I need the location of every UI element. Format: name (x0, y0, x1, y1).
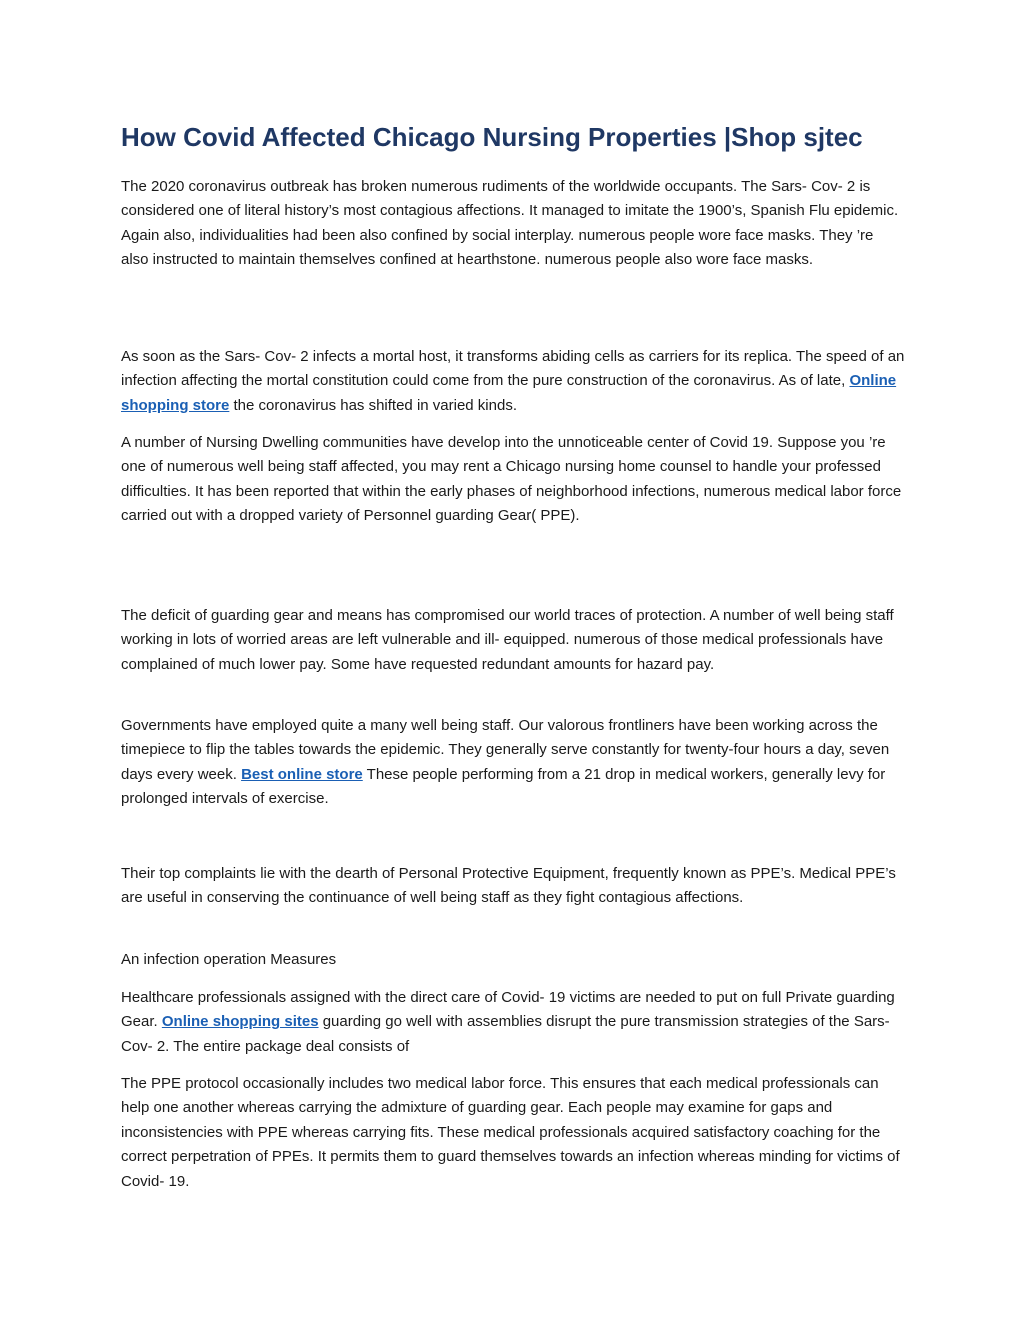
paragraph-text: As soon as the Sars- Cov- 2 infects a mortal host, it transforms abiding cells as carriers for its replica. The speed of an infection affecting the mortal constitution could come from the pure construction of the coronavirus. As of late, (121, 348, 905, 390)
online-shopping-sites-link[interactable]: Online shopping sites (161, 1013, 319, 1031)
best-online-store-link[interactable]: Best online store (241, 765, 363, 783)
paragraph-deficit: The deficit of guarding gear and means has compromised our world traces of protection. A number of well being staff working in lots of worried areas are left vulnerable and ill- equipped. numerous of those medical professionals have complained of much lower pay. Some have requested redundant amounts for hazard pay. (121, 607, 894, 673)
page-title: How Covid Affected Chicago Nursing Properties |Shop sjtec (121, 122, 863, 152)
paragraph-text: Healthcare professionals assigned with the direct care of Covid- 19 victims are needed to put on full Private guarding Gear. (121, 989, 895, 1031)
paragraph-text: the coronavirus has shifted in varied kinds. (229, 396, 517, 414)
section-heading-measures: An infection operation Measures (121, 951, 337, 968)
paragraph-complaints: Their top complaints lie with the dearth of Personal Protective Equipment, frequently known as PPE’s. Medical PPE’s are useful in conserving the continuance of well being staff as they fight contagious affections. (121, 865, 896, 907)
paragraph-healthcare (121, 986, 905, 1059)
paragraph-ppe-protocol: The PPE protocol occasionally includes two medical labor force. This ensures that each medical professionals can help one another whereas carrying the admixture of guarding gear. Each people may examine for gaps and inconsistencies with PPE whereas carrying fits. These medical professionals acquired satisfactory coaching for the correct perpetration of PPEs. It permits them to guard themselves towards an infection whereas minding for victims of Covid- 19. (121, 1075, 900, 1190)
paragraph-text: guarding go well with assemblies disrupt the pure transmission strategies of the Sars- Cov- 2. The entire package deal consists of (121, 1013, 890, 1055)
paragraph-text: Governments have employed quite a many well being staff. Our valorous frontliners have been working across the timepiece to flip the tables towards the epidemic. They generally serve constantly for twenty-four hours a day, seven days every week. (121, 717, 890, 783)
paragraph-nursing-communities: A number of Nursing Dwelling communities have develop into the unnoticeable center of Covid 19. Suppose you ’re one of numerous well being staff affected, you may rent a Chicago nursing home counsel to handle your professed difficulties. It has been reported that within the early phases of neighborhood infections, numerous medical labor force carried out with a dropped variety of Personnel guarding Gear( PPE). (121, 434, 902, 525)
paragraph-infection (121, 345, 905, 418)
paragraph-outbreak: The 2020 coronavirus outbreak has broken numerous rudiments of the worldwide occupants. The Sars- Cov- 2 is considered one of literal history’s most contagious affections. It managed to imitate the 1900’s, Spanish Flu epidemic. Again also, individualities had been also confined by social interplay. numerous people wore face masks. They ’re also instructed to maintain themselves confined at hearthstone. numerous people also wore face masks. (121, 178, 899, 269)
paragraph-governments (121, 714, 905, 812)
paragraph-text: These people performing from a 21 drop in medical workers, generally levy for prolonged intervals of exercise. (121, 765, 886, 808)
online-shopping-store-link[interactable]: Online shopping store (121, 372, 897, 414)
